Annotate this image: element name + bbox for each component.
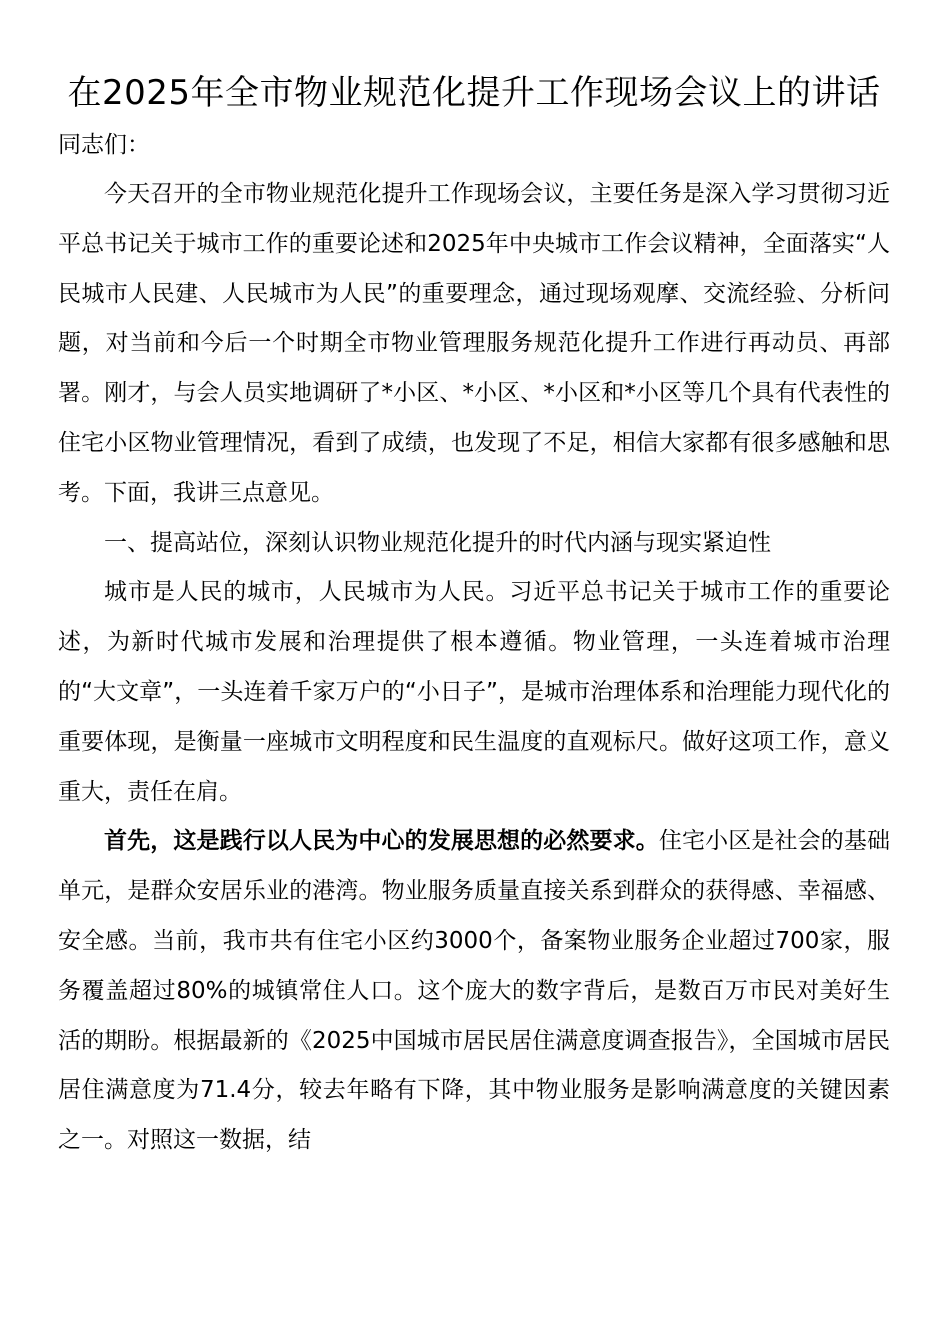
point-one-body: 住宅小区是社会的基础单元，是群众安居乐业的港湾。物业服务质量直接关系到群众的获得感、幸福感、安全感。当前，我市共有住宅小区约3000个，备案物业服务企业超过700家，服务覆盖超过80%的城镇常住人口。这个庞大的数字背后，是数百万市民对美好生活的期盼。根据最新的《2025中国城市居民居住满意度调查报告》，全国城市居民居住满意度为71.4分，较去年略有下降，其中物业服务是影响满意度的关键因素之一。对照这一数据，结 — [58, 828, 891, 1154]
intro-paragraph: 今天召开的全市物业规范化提升工作现场会议，主要任务是深入学习贯彻习近平总书记关于城市工作的重要论述和2025年中央城市工作会议精神，全面落实“人民城市人民建、人民城市为人民”的重要理念，通过现场观摩、交流经验、分析问题，对当前和今后一个时期全市物业管理服务规范化提升工作进行再动员、再部署。刚才，与会人员实地调研了*小区、*小区、*小区和*小区等几个具有代表性的住宅小区物业管理情况，看到了成绩，也发现了不足，相信大家都有很多感触和思考。下面，我讲三点意见。 — [58, 181, 890, 506]
section-paragraph: 城市是人民的城市，人民城市为人民。习近平总书记关于城市工作的重要论述，为新时代城市发展和治理提供了根本遵循。物业管理，一头连着城市治理的“大文章”，一头连着千家万户的“小日子”，是城市治理体系和治理能力现代化的重要体现，是衡量一座城市文明程度和民生温度的直观标尺。做好这项工作，意义重大，责任在肩。 — [58, 579, 890, 805]
document-page — [58, 68, 890, 1166]
section-heading: 一、提高站位，深刻认识物业规范化提升的时代内涵与现实紧迫性 — [104, 529, 771, 556]
salutation: 同志们： — [58, 132, 150, 158]
document-title: 在2025年全市物业规范化提升工作现场会议上的讲话 — [67, 73, 881, 113]
point-one-paragraph — [58, 817, 890, 1166]
point-one-lead: 首先，这是践行以人民为中心的发展思想的必然要求。 — [104, 828, 659, 855]
